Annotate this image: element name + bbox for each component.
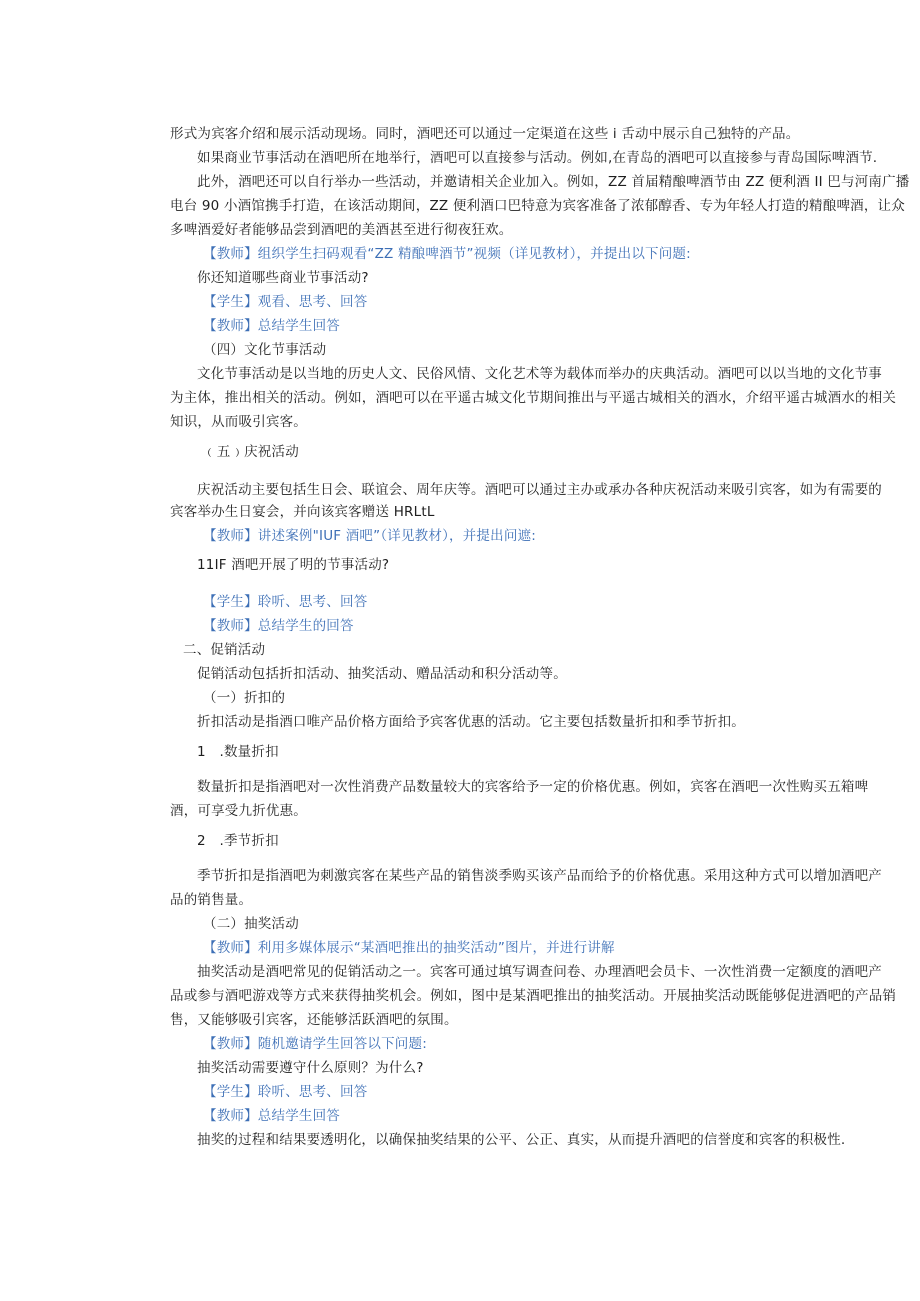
teacher-note: 【教师】利用多媒体展示“某酒吧推出的抽奖活动”图片，并进行讲解 (203, 940, 615, 956)
paragraph-line: 文化节事活动是以当地的历史人文、民俗风情、文化艺术等为载体而举办的庆典活动。酒吧可以以当地的文化节事 (197, 366, 882, 382)
teacher-note: 【教师】总结学生回答 (203, 1108, 340, 1124)
paragraph-line: 抽奖活动是酒吧常见的促销活动之一。宾客可通过填写调查问卷、办理酒吧会员卡、一次性消费一定额度的酒吧产 (197, 964, 882, 980)
paragraph-line: 为主体，推出相关的活动。例如，酒吧可以在平遥古城文化节期间推出与平遥古城相关的酒水，介绍平遥古城酒水的相关 (170, 390, 897, 406)
student-note: 【学生】聆听、思考、回答 (203, 1084, 368, 1100)
paragraph-line: 宾客举办生日宴会，并向该宾客赠送 HRLtL (170, 504, 435, 520)
paragraph-line: 数量折扣是指酒吧对一次性消费产品数量较大的宾客给予一定的价格优惠。例如，宾客在酒吧一次性购买五箱啤 (197, 779, 869, 795)
section-heading: 1 .数量折扣 (197, 744, 279, 760)
paragraph-line: 庆祝活动主要包括生日会、联谊会、周年庆等。酒吧可以通过主办或承办各种庆祝活动来吸引宾客，如为有需要的 (197, 482, 882, 498)
paragraph-line: 售，又能够吸引宾客，还能够活跃酒吧的氛围。 (170, 1012, 458, 1028)
section-heading: ﹙五﹚庆祝活动 (203, 444, 299, 460)
paragraph-line: 促销活动包括折扣活动、抽奖活动、赠品活动和积分活动等。 (197, 666, 567, 682)
paragraph-line: 此外，酒吧还可以自行举办一些活动，并邀请相关企业加入。例如，ZZ 首届精酿啤酒节由 ZZ 便利酒 II 巴与河南广播 (197, 174, 910, 190)
paragraph-line: 形式为宾客介绍和展示活动现场。同时，酒吧还可以通过一定渠道在这些 i 舌动中展示自己独特的产品。 (170, 126, 800, 142)
paragraph-line: 折扣活动是指酒口唯产品价格方面给予宾客优惠的活动。它主要包括数量折扣和季节折扣。 (197, 714, 745, 730)
paragraph-line: 抽奖的过程和结果要透明化，以确保抽奖结果的公平、公正、真实，从而提升酒吧的信誉度和宾客的积极性. (197, 1132, 846, 1148)
paragraph-line: 如果商业节事活动在酒吧所在地举行，酒吧可以直接参与活动。例如,在青岛的酒吧可以直接参与青岛国际啤酒节. (197, 150, 878, 166)
paragraph-line: 多啤酒爱好者能够品尝到酒吧的美酒甚至进行彻夜狂欢。 (170, 222, 513, 238)
section-heading: 2 .季节折扣 (197, 833, 279, 849)
student-note: 【学生】聆听、思考、回答 (203, 594, 368, 610)
student-note: 【学生】观看、思考、回答 (203, 294, 368, 310)
paragraph-line: 品的销售量。 (170, 892, 253, 908)
teacher-note: 【教师】总结学生回答 (203, 318, 340, 334)
question-line: 你还知道哪些商业节事活动? (197, 270, 369, 286)
section-heading: （四）文化节事活动 (203, 342, 327, 358)
paragraph-line: 电台 90 小酒馆携手打造，在该活动期间，ZZ 便利酒口巴特意为宾客准备了浓郁醇香、专为年轻人打造的精酿啤酒，让众 (170, 198, 905, 214)
teacher-note: 【教师】讲述案例"IUF 酒吧”（详见教材），并提出问遮: (203, 528, 536, 544)
section-heading: （一）折扣的 (203, 690, 286, 706)
paragraph-line: 品或参与酒吧游戏等方式来获得抽奖机会。例如，图中是某酒吧推出的抽奖活动。开展抽奖活动既能够促进酒吧的产品销 (170, 988, 897, 1004)
question-line: 抽奖活动需要遵守什么原则？为什么? (197, 1060, 424, 1076)
paragraph-line: 季节折扣是指酒吧为刺激宾客在某些产品的销售淡季购买该产品而给予的价格优惠。采用这种方式可以增加酒吧产 (197, 868, 882, 884)
teacher-note: 【教师】随机邀请学生回答以下问题: (203, 1036, 427, 1052)
question-line: 11IF 酒吧开展了明的节事活动? (197, 557, 390, 573)
paragraph-line: 知识，从而吸引宾客。 (170, 414, 307, 430)
paragraph-line: 酒，可享受九折优惠。 (170, 803, 307, 819)
section-heading: （二）抽奖活动 (203, 916, 299, 932)
teacher-note: 【教师】组织学生扫码观看“ZZ 精酿啤酒节”视频（详见教材），并提出以下问题: (203, 246, 691, 262)
teacher-note: 【教师】总结学生的回答 (203, 618, 354, 634)
section-heading: 二、促销活动 (183, 642, 266, 658)
